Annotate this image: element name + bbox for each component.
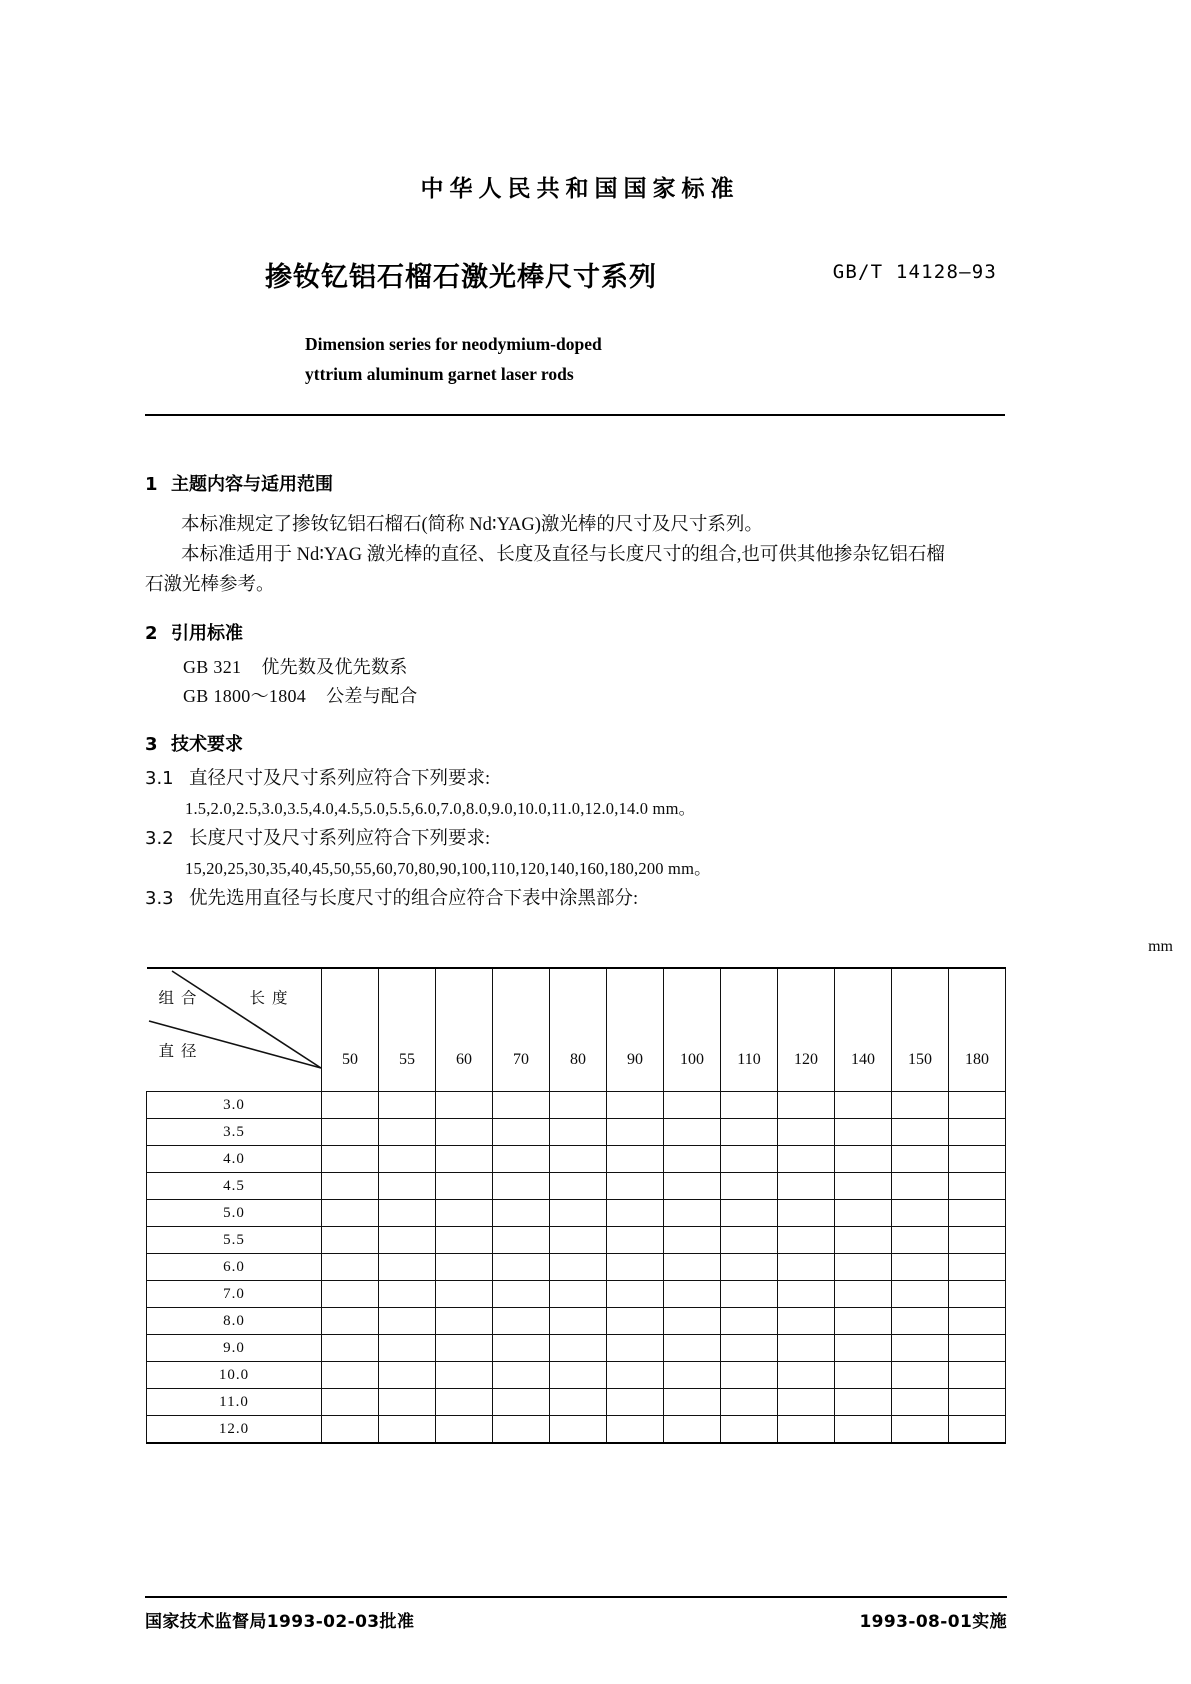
table-cell-filled (892, 1362, 949, 1389)
table-cell-filled (550, 1200, 607, 1227)
table-cell-empty (322, 1416, 379, 1444)
table-cell-empty (892, 1227, 949, 1254)
table-cell-filled (664, 1335, 721, 1362)
table-cell-filled (835, 1389, 892, 1416)
clause-3-1-values: 1.5,2.0,2.5,3.0,3.5,4.0,4.5,5.0,5.5,6.0,7.0,8.0,9.0,10.0,11.0,12.0,14.0 mm。 (185, 799, 696, 818)
clause-3-2-values: 15,20,25,30,35,40,45,50,55,60,70,80,90,100,110,120,140,160,180,200 mm。 (185, 859, 711, 878)
clause-3-3-text: 优先选用直径与长度尺寸的组合应符合下表中涂黑部分: (189, 889, 639, 909)
combination-table (146, 967, 1006, 1444)
row-header-diameter: 6.0 (147, 1254, 322, 1281)
english-title-line-1: Dimension series for neodymium-doped (305, 334, 602, 354)
table-cell-filled (436, 1092, 493, 1119)
table-cell-empty (949, 1092, 1006, 1119)
table-cell-empty (379, 1281, 436, 1308)
table-cell-empty (949, 1119, 1006, 1146)
table-cell-empty (778, 1092, 835, 1119)
table-cell-filled (778, 1227, 835, 1254)
table-cell-filled (778, 1281, 835, 1308)
table-cell-empty (949, 1254, 1006, 1281)
table-cell-filled (436, 1200, 493, 1227)
table-cell-empty (379, 1227, 436, 1254)
footer-approval: 国家技术监督局1993-02-03批准 (145, 1612, 415, 1632)
table-cell-empty (892, 1092, 949, 1119)
clause-3-2 (145, 824, 1010, 854)
standard-number: GB/T 14128—93 (832, 261, 997, 283)
table-cell-filled (607, 1308, 664, 1335)
table-row (147, 1173, 1006, 1200)
table-cell-empty (892, 1173, 949, 1200)
table-cell-empty (892, 1146, 949, 1173)
table-cell-filled (664, 1281, 721, 1308)
table-cell-filled (607, 1146, 664, 1173)
reference-1-code: GB 321 (183, 657, 242, 677)
table-cell-filled (436, 1254, 493, 1281)
table-cell-empty (892, 1281, 949, 1308)
table-body (147, 1092, 1006, 1444)
table-cell-empty (721, 1389, 778, 1416)
table-row (147, 1281, 1006, 1308)
table-cell-filled (835, 1308, 892, 1335)
table-cell-empty (892, 1335, 949, 1362)
table-cell-filled (607, 1281, 664, 1308)
table-cell-empty (493, 1173, 550, 1200)
table-cell-filled (550, 1173, 607, 1200)
table-cell-empty (493, 1119, 550, 1146)
table-cell-empty (949, 1362, 1006, 1389)
table-cell-filled (607, 1335, 664, 1362)
table-cell-filled (721, 1416, 778, 1444)
table-cell-empty (322, 1227, 379, 1254)
table-cell-empty (436, 1335, 493, 1362)
table-cell-filled (778, 1362, 835, 1389)
section-1-number: 1 (145, 474, 158, 495)
column-header: 90 (607, 968, 664, 1092)
row-header-diameter: 7.0 (147, 1281, 322, 1308)
table-cell-filled (379, 1200, 436, 1227)
reference-1-title: 优先数及优先数系 (261, 657, 408, 677)
table-cell-filled (778, 1200, 835, 1227)
table-cell-empty (835, 1173, 892, 1200)
clause-3-2-number: 3.2 (145, 828, 174, 849)
table-row (147, 1092, 1006, 1119)
table-cell-filled (550, 1119, 607, 1146)
table-cell-empty (493, 1416, 550, 1444)
table-cell-filled (322, 1200, 379, 1227)
table-cell-empty (436, 1389, 493, 1416)
column-header: 50 (322, 968, 379, 1092)
row-header-diameter: 5.5 (147, 1227, 322, 1254)
table-row (147, 1146, 1006, 1173)
row-header-diameter: 3.0 (147, 1092, 322, 1119)
table-cell-empty (436, 1281, 493, 1308)
row-header-diameter: 8.0 (147, 1308, 322, 1335)
english-title (145, 329, 1005, 389)
table-cell-filled (550, 1281, 607, 1308)
table-cell-empty (721, 1092, 778, 1119)
footer-implementation: 1993-08-01实施 (859, 1612, 1007, 1632)
clause-3-3 (145, 884, 1010, 914)
table-cell-filled (436, 1146, 493, 1173)
table-cell-empty (778, 1119, 835, 1146)
section-2-heading (145, 619, 1010, 645)
national-standard-line: 中华人民共和国国家标准 (420, 176, 740, 202)
table-cell-empty (379, 1308, 436, 1335)
table-cell-empty (436, 1227, 493, 1254)
table-cell-empty (949, 1227, 1006, 1254)
table-cell-filled (493, 1254, 550, 1281)
table-cell-empty (322, 1335, 379, 1362)
column-header: 110 (721, 968, 778, 1092)
table-cell-empty (322, 1362, 379, 1389)
table-cell-empty (322, 1308, 379, 1335)
table-cell-empty (721, 1173, 778, 1200)
table-cell-filled (835, 1416, 892, 1444)
column-header: 180 (949, 968, 1006, 1092)
row-header-diameter: 10.0 (147, 1362, 322, 1389)
table-cell-empty (949, 1200, 1006, 1227)
table-cell-empty (892, 1389, 949, 1416)
section-1-paragraph-2: 本标准适用于 Nd∶YAG 激光棒的直径、长度及直径与长度尺寸的组合,也可供其他掺杂钇铝石榴 (181, 545, 945, 565)
section-2-title: 引用标准 (171, 623, 243, 644)
table-cell-empty (607, 1173, 664, 1200)
table-cell-empty (493, 1308, 550, 1335)
table-cell-empty (892, 1254, 949, 1281)
table-cell-filled (493, 1092, 550, 1119)
table-cell-filled (664, 1308, 721, 1335)
table-cell-empty (379, 1173, 436, 1200)
page-title: 掺钕钇铝石榴石激光棒尺寸系列 (265, 262, 657, 293)
table-cell-empty (379, 1416, 436, 1444)
table-cell-filled (778, 1146, 835, 1173)
table-cell-empty (379, 1119, 436, 1146)
table-row (147, 1227, 1006, 1254)
table-cell-empty (778, 1389, 835, 1416)
table-cell-empty (322, 1281, 379, 1308)
table-cell-empty (607, 1092, 664, 1119)
reference-2-code: GB 1800～1804 (183, 686, 307, 706)
english-title-line-2: yttrium aluminum garnet laser rods (305, 364, 574, 384)
header-divider (145, 414, 1005, 416)
table-cell-empty (664, 1173, 721, 1200)
table-cell-empty (721, 1227, 778, 1254)
column-header: 80 (550, 968, 607, 1092)
table-cell-empty (835, 1227, 892, 1254)
reference-item-2 (145, 682, 1010, 711)
table-cell-filled (607, 1200, 664, 1227)
table-cell-filled (721, 1146, 778, 1173)
table-cell-filled (721, 1308, 778, 1335)
corner-label-combination: 组合 (158, 990, 204, 1007)
table-cell-empty (721, 1119, 778, 1146)
table-cell-filled (835, 1254, 892, 1281)
table-cell-empty (379, 1362, 436, 1389)
row-header-diameter: 5.0 (147, 1200, 322, 1227)
row-header-diameter: 4.5 (147, 1173, 322, 1200)
table-cell-filled (322, 1146, 379, 1173)
table-cell-filled (835, 1362, 892, 1389)
table-cell-empty (550, 1389, 607, 1416)
table-cell-filled (493, 1200, 550, 1227)
clause-3-1-text: 直径尺寸及尺寸系列应符合下列要求: (189, 769, 491, 789)
column-header: 120 (778, 968, 835, 1092)
table-cell-filled (550, 1146, 607, 1173)
table-cell-empty (949, 1335, 1006, 1362)
table-cell-filled (778, 1335, 835, 1362)
table-row (147, 1200, 1006, 1227)
table-cell-empty (664, 1092, 721, 1119)
table-cell-filled (664, 1146, 721, 1173)
table-cell-filled (550, 1308, 607, 1335)
table-cell-filled (721, 1335, 778, 1362)
table-row (147, 1254, 1006, 1281)
table-cell-filled (550, 1092, 607, 1119)
table-cell-empty (607, 1119, 664, 1146)
table-cell-filled (778, 1254, 835, 1281)
table-cell-filled (721, 1362, 778, 1389)
reference-2-title: 公差与配合 (326, 686, 418, 706)
table-cell-filled (664, 1389, 721, 1416)
table-cell-filled (949, 1416, 1006, 1444)
table-unit-label: mm (1148, 938, 1173, 955)
table-cell-filled (721, 1281, 778, 1308)
table-cell-empty (379, 1335, 436, 1362)
clause-3-1-number: 3.1 (145, 768, 174, 789)
row-header-diameter: 4.0 (147, 1146, 322, 1173)
table-row (147, 1416, 1006, 1444)
section-3-title: 技术要求 (171, 734, 243, 755)
table-cell-filled (835, 1335, 892, 1362)
table-row (147, 1308, 1006, 1335)
table-row (147, 1335, 1006, 1362)
table-cell-empty (607, 1227, 664, 1254)
document-header (145, 170, 1005, 389)
section-2-number: 2 (145, 623, 158, 644)
table-cell-filled (379, 1146, 436, 1173)
table-row (147, 1119, 1006, 1146)
column-header: 140 (835, 968, 892, 1092)
table-cell-empty (949, 1308, 1006, 1335)
clause-3-3-number: 3.3 (145, 888, 174, 909)
table-cell-filled (664, 1254, 721, 1281)
table-cell-filled (607, 1254, 664, 1281)
table-cell-empty (493, 1389, 550, 1416)
table-cell-empty (322, 1389, 379, 1416)
table-cell-empty (835, 1281, 892, 1308)
table-cell-empty (949, 1173, 1006, 1200)
table-cell-empty (607, 1416, 664, 1444)
table-cell-filled (721, 1254, 778, 1281)
document-body (145, 470, 1010, 914)
table-cell-empty (949, 1146, 1006, 1173)
table-cell-filled (550, 1254, 607, 1281)
table-cell-empty (835, 1119, 892, 1146)
table-cell-empty (379, 1254, 436, 1281)
table-cell-empty (664, 1227, 721, 1254)
table-cell-empty (550, 1335, 607, 1362)
corner-diagonal-lines (147, 969, 322, 1069)
table-header-row (147, 968, 1006, 1092)
clause-3-1 (145, 764, 1010, 794)
row-header-diameter: 3.5 (147, 1119, 322, 1146)
table-cell-empty (892, 1200, 949, 1227)
combination-table-wrapper (146, 967, 1005, 1444)
table-row (147, 1362, 1006, 1389)
table-cell-filled (664, 1362, 721, 1389)
table-cell-empty (892, 1119, 949, 1146)
table-cell-empty (607, 1389, 664, 1416)
table-cell-filled (322, 1119, 379, 1146)
column-header: 60 (436, 968, 493, 1092)
table-cell-filled (892, 1416, 949, 1444)
reference-item-1 (145, 653, 1010, 682)
title-row (145, 255, 1005, 293)
table-cell-empty (493, 1335, 550, 1362)
table-cell-empty (493, 1227, 550, 1254)
table-cell-filled (778, 1416, 835, 1444)
row-header-diameter: 12.0 (147, 1416, 322, 1444)
table-cell-empty (835, 1200, 892, 1227)
section-1-heading (145, 470, 1010, 496)
table-cell-filled (550, 1227, 607, 1254)
table-cell-empty (550, 1416, 607, 1444)
section-3-heading (145, 730, 1010, 756)
table-cell-filled (550, 1362, 607, 1389)
table-cell-empty (436, 1119, 493, 1146)
row-header-diameter: 9.0 (147, 1335, 322, 1362)
section-1-paragraph-1: 本标准规定了掺钕钇铝石榴石(简称 Nd∶YAG)激光棒的尺寸及尺寸系列。 (181, 515, 763, 535)
table-cell-filled (322, 1173, 379, 1200)
table-cell-filled (778, 1308, 835, 1335)
document-footer (145, 1596, 1007, 1632)
table-cell-empty (379, 1389, 436, 1416)
table-cell-empty (436, 1308, 493, 1335)
table-cell-filled (607, 1362, 664, 1389)
column-header: 55 (379, 968, 436, 1092)
table-cell-empty (835, 1092, 892, 1119)
table-cell-empty (493, 1281, 550, 1308)
table-cell-empty (436, 1173, 493, 1200)
corner-label-length: 长度 (249, 990, 295, 1007)
table-cell-filled (721, 1200, 778, 1227)
table-cell-empty (949, 1281, 1006, 1308)
section-1-title: 主题内容与适用范围 (171, 474, 333, 495)
clause-3-2-text: 长度尺寸及尺寸系列应符合下列要求: (189, 829, 491, 849)
table-cell-filled (379, 1092, 436, 1119)
table-corner-cell (147, 968, 322, 1092)
corner-label-diameter: 直径 (158, 1043, 204, 1060)
table-cell-empty (664, 1119, 721, 1146)
table-cell-empty (493, 1362, 550, 1389)
row-header-diameter: 11.0 (147, 1389, 322, 1416)
table-cell-filled (493, 1146, 550, 1173)
section-3-number: 3 (145, 734, 158, 755)
column-header: 100 (664, 968, 721, 1092)
column-header: 70 (493, 968, 550, 1092)
table-cell-empty (835, 1146, 892, 1173)
table-cell-filled (664, 1200, 721, 1227)
table-cell-empty (664, 1416, 721, 1444)
table-row (147, 1389, 1006, 1416)
table-cell-filled (322, 1092, 379, 1119)
table-cell-empty (778, 1173, 835, 1200)
table-cell-empty (949, 1389, 1006, 1416)
table-cell-empty (436, 1416, 493, 1444)
table-cell-empty (436, 1362, 493, 1389)
table-cell-empty (322, 1254, 379, 1281)
column-header: 150 (892, 968, 949, 1092)
section-1-paragraph-2-cont: 石激光棒参考。 (145, 575, 275, 595)
table-cell-empty (892, 1308, 949, 1335)
